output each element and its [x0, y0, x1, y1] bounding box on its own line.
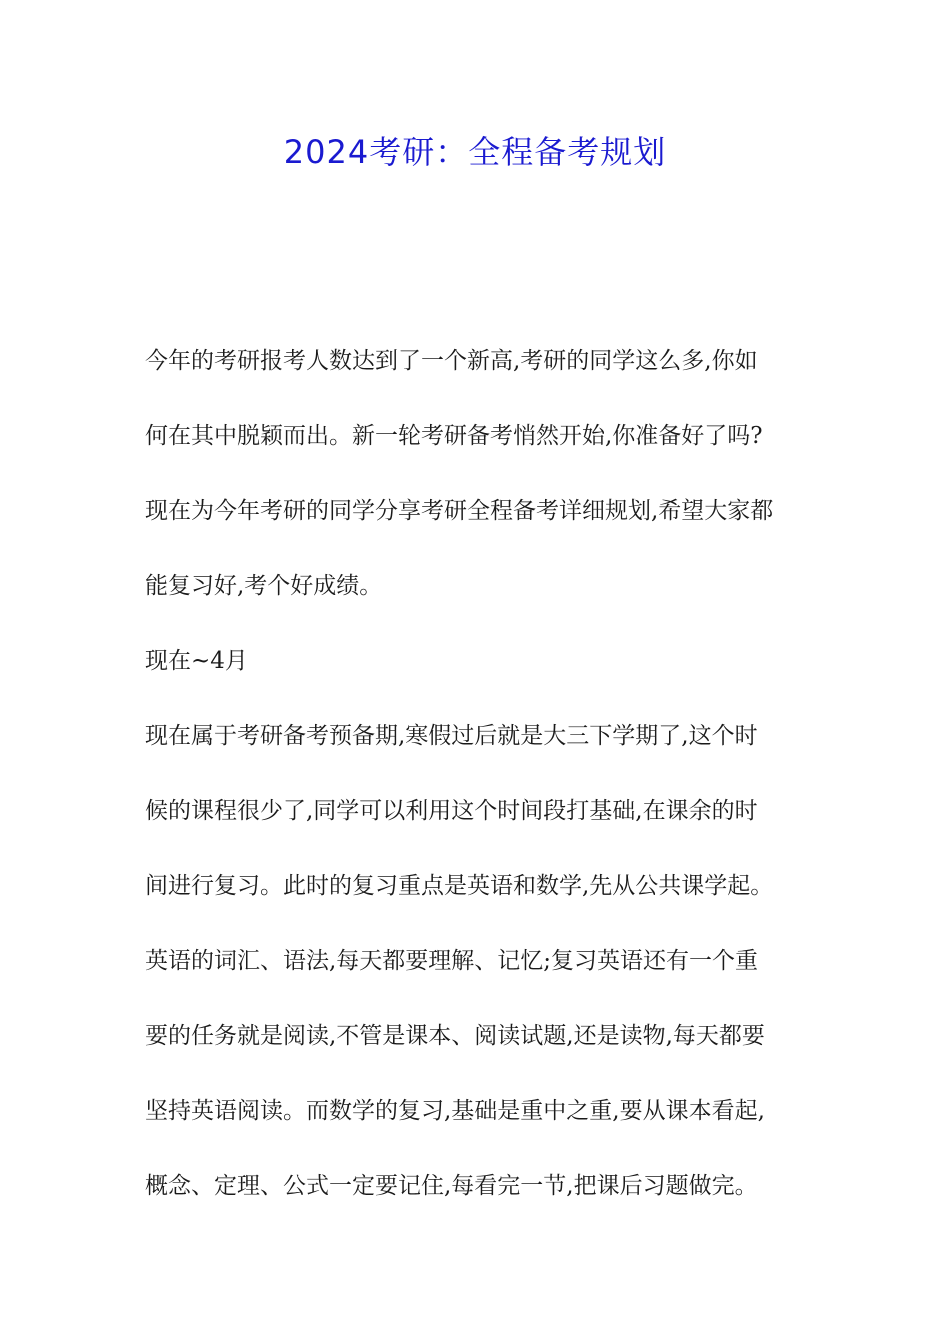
body-line: 概念、定理、公式一定要记住,每看完一节,把课后习题做完。 [145, 1173, 758, 1199]
document-title: 2024考研：全程备考规划 [283, 133, 667, 171]
body-line: 现在为今年考研的同学分享考研全程备考详细规划,希望大家都 [145, 498, 774, 524]
body-line: 坚持英语阅读。而数学的复习,基础是重中之重,要从课本看起, [145, 1098, 765, 1124]
section-heading: 现在~4月 [145, 648, 248, 674]
body-line: 候的课程很少了,同学可以利用这个时间段打基础,在课余的时 [145, 798, 758, 824]
body-line: 何在其中脱颖而出。新一轮考研备考悄然开始,你准备好了吗? [145, 423, 763, 449]
body-line: 英语的词汇、语法,每天都要理解、记忆;复习英语还有一个重 [145, 948, 759, 974]
body-line: 间进行复习。此时的复习重点是英语和数学,先从公共课学起。 [145, 873, 774, 899]
body-line: 能复习好,考个好成绩。 [145, 573, 383, 599]
body-line: 要的任务就是阅读,不管是课本、阅读试题,还是读物,每天都要 [145, 1023, 765, 1049]
document-body [145, 334, 810, 1234]
body-line: 今年的考研报考人数达到了一个新高,考研的同学这么多,你如 [145, 348, 758, 374]
body-line: 现在属于考研备考预备期,寒假过后就是大三下学期了,这个时 [145, 723, 758, 749]
